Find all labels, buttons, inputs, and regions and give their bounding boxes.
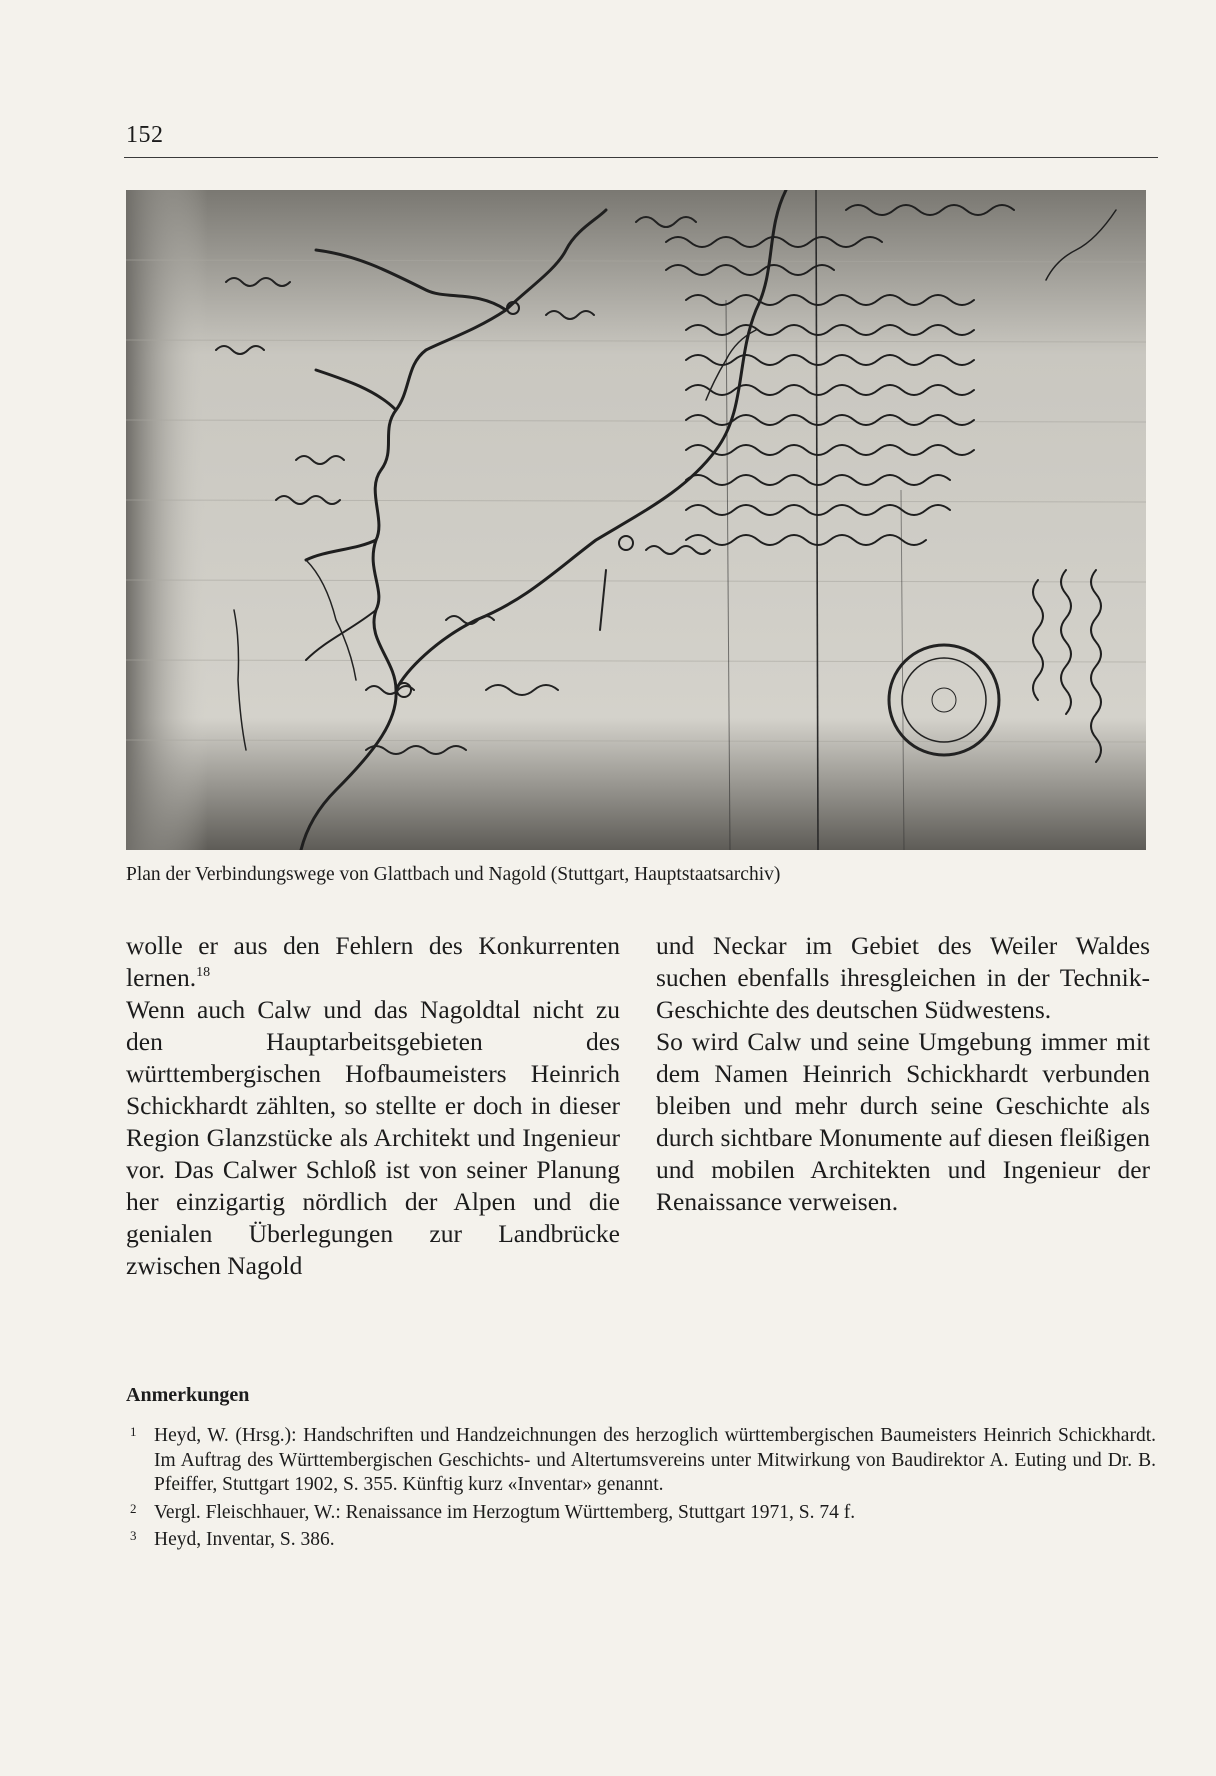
body-right-column	[656, 930, 1150, 1218]
paragraph: und Neckar im Gebiet des Weiler Waldes suchen ebenfalls ihresgleichen in der Technik-Geschichte des deutschen Südwestens.	[656, 931, 1150, 1024]
paragraph: So wird Calw und seine Umgebung immer mit dem Namen Heinrich Schickhardt verbunden bleiben und mehr durch seine Geschichte als durch sichtbare Monumente auf diesen fleißigen und mobilen Architekten und Ingenieur der Renaissance verweisen.	[656, 1027, 1150, 1216]
paragraph: Wenn auch Calw und das Nagoldtal nicht zu den Hauptarbeitsgebieten des württembergischen Hofbaumeisters Heinrich Schickhardt zählten, so stellte er doch in dieser Region Glanzstücke als Architekt und Ingenieur vor. Das Calwer Schloß ist von seiner Planung her einzigartig nördlich der Alpen und die genialen Überlegungen zur Landbrücke zwischen Nagold	[126, 995, 620, 1280]
footnote-number: 1	[130, 1424, 137, 1439]
figure-caption: Plan der Verbindungswege von Glattbach und Nagold (Stuttgart, Hauptstaatsarchiv)	[126, 864, 781, 885]
footnote-number: 3	[130, 1528, 137, 1543]
handdrawn-map-illustration	[126, 190, 1146, 850]
page-number: 152	[126, 122, 164, 148]
footnote	[126, 1424, 1156, 1498]
footnotes-list	[126, 1424, 1156, 1556]
footnote-text: Vergl. Fleischhauer, W.: Renaissance im Herzogtum Württemberg, Stuttgart 1971, S. 74 f.	[154, 1501, 856, 1523]
footnote-text: Heyd, Inventar, S. 386.	[154, 1529, 335, 1550]
footnote-number: 2	[130, 1500, 137, 1516]
footnote	[126, 1528, 1156, 1553]
footnote-reference: 18	[196, 965, 211, 980]
header-rule	[124, 157, 1158, 158]
body-left-column	[126, 930, 620, 1282]
footnote	[126, 1501, 1156, 1526]
paragraph-text: wolle er aus den Fehlern des Konkurrenten lernen.	[126, 931, 620, 992]
footnote-text: Heyd, W. (Hrsg.): Handschriften und Handzeichnungen des herzoglich württembergischen Baumeisters Heinrich Schickhardt. Im Auftrag des Württembergischen Geschichts- und Altertumsvereins unter Mitwirkung von Baudirektor A. Euting und Dr. B. Pfeiffer, Stuttgart 1902, S. 355. Künftig kurz «Inventar» genannt.	[154, 1425, 1156, 1495]
paragraph	[126, 930, 620, 994]
notes-heading: Anmerkungen	[126, 1384, 250, 1406]
manuscript-map-figure	[126, 190, 1146, 850]
